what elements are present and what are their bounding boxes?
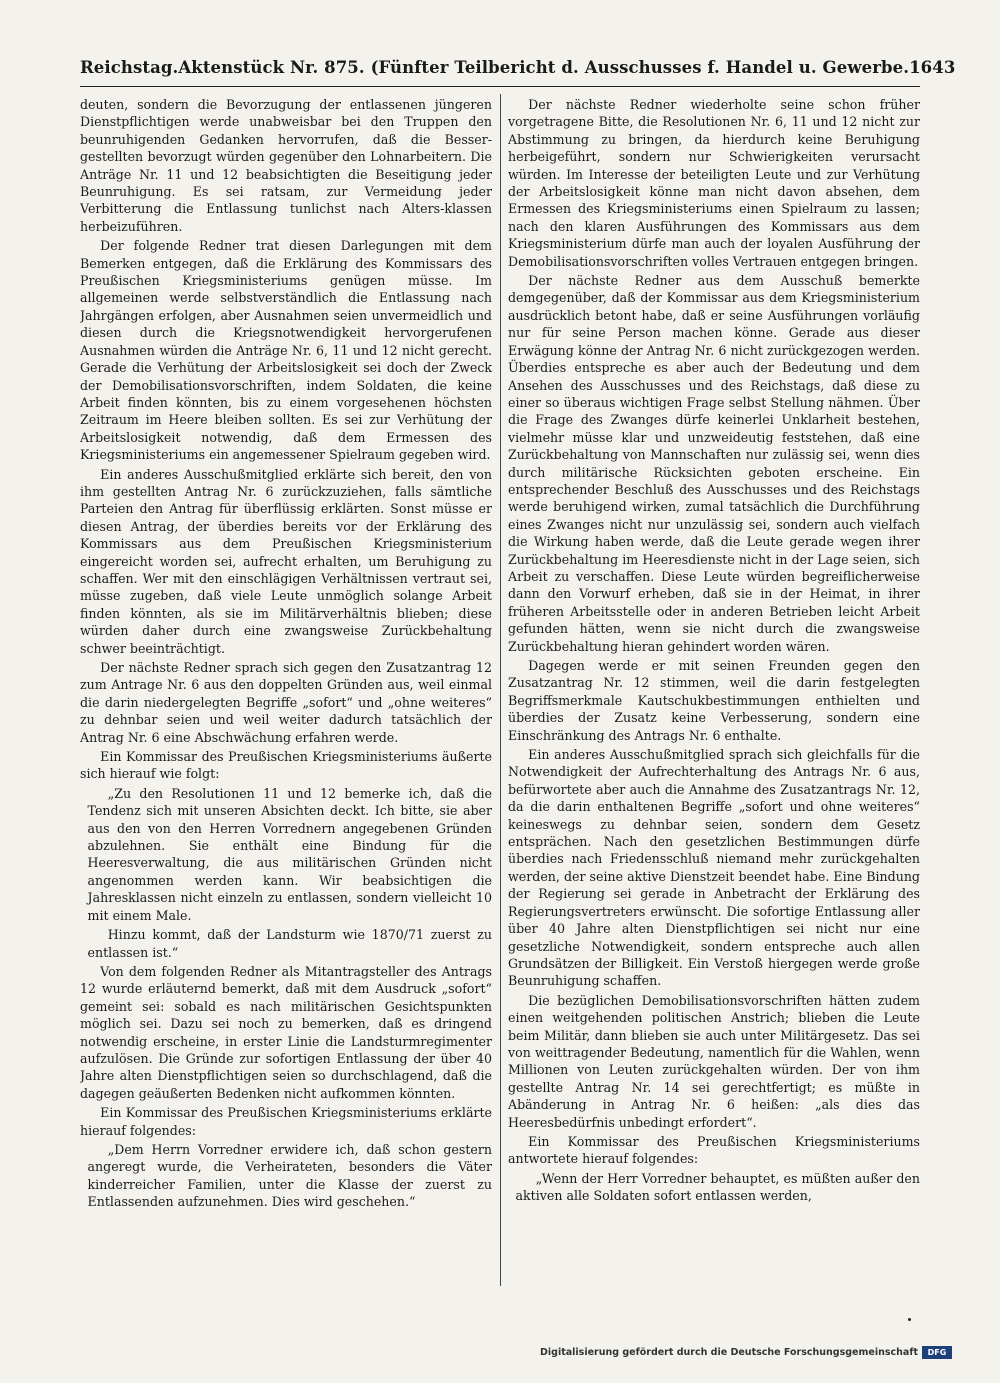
right-column [508,96,920,1286]
footer-credit [540,1346,952,1359]
quote-paragraph: „Wenn der Herr Vorredner behauptet, es müßten außer den aktiven alle Soldaten sofort entlassen werden, [515,1170,920,1204]
header-rule [80,86,920,87]
quote-paragraph: Hinzu kommt, daß der Landsturm wie 1870/71 zuerst zu entlassen ist.“ [87,927,492,960]
page-number: 1643 [909,58,956,77]
header-center: Aktenstück Nr. 875. (Fünfter Teilbericht d. Ausschusses f. Handel u. Gewerbe. [178,58,910,77]
paragraph: Der nächste Redner wiederholte seine schon früher vorgetragene Bitte, die Resolutionen Nr. 6, 11 und 12 nicht zur Abstimmung zu bringen, da hierdurch keine Beruhigung herbeigeführt, sondern nur Schwierigkeiten verursacht würden. Im Interesse der beteiligten Leute und zur Verhütung der Arbeitslosigkeit könne man nicht davon absehen, dem Ermessen des Kriegsministeriums einen Spielraum zu lassen; nach den klaren Ausführungen des Kommissars aus dem Kriegsministerium dürfe man auch der loyalen Ausführung der Demobilisationsvorschriften volles Vertrauen entgegen bringen. [508,97,920,269]
paragraph: Dagegen werde er mit seinen Freunden gegen den Zusatzantrag Nr. 12 stimmen, weil die darin festgelegten Begriffsmerkmale Kautschukbestimmungen enthielten und überdies der Zusatz keine Verbesserung, sondern eine Einschränkung des Antrags Nr. 6 enthalte. [508,658,920,743]
paragraph: Ein Kommissar des Preußischen Kriegsministeriums äußerte sich hierauf wie folgt: [80,749,492,782]
column-divider [500,94,501,1286]
paragraph: Der nächste Redner sprach sich gegen den Zusatzantrag 12 zum Antrage Nr. 6 aus den doppelten Gründen aus, weil einmal die darin niedergelegten Begriffe „sofort“ und „ohne weiteres“ zu dehnbar seien und weil weiter dadurch tatsächlich der Antrag Nr. 6 eine Abschwächung erfahren werde. [80,660,492,745]
paragraph: Die bezüglichen Demobilisationsvorschriften hätten zudem einen weitgehenden politischen Anstrich; blieben die Leute beim Militär, dann blieben sie auch unter Militärgesetz. Das sei von weittragender Bedeutung, namentlich für die Wahlen, wenn Millionen von Leuten zurückgehalten würden. Der von ihm gestellte Antrag Nr. 14 sei gerechtfertigt; es müßte in Abänderung in Antrag Nr. 6 heißen: „als dies das Heeresbedürfnis unbedingt erfordert“. [508,992,920,1130]
paragraph: Von dem folgenden Redner als Mitantragsteller des Antrags 12 wurde erläuternd bemerkt, daß mit dem Ausdruck „sofort“ gemeint sei: sobald es nach militärischen Gesichtspunkten möglich sei. Dazu sei noch zu bemerken, daß es dringend notwendig erscheine, in erster Linie die Landsturmregimenter aufzulösen. Die Gründe zur sofortigen Entlassung der über 40 Jahre alten Dienstpflichtigen seien so durchschlagend, daß die dagegen geäußerten Bedenken nicht aufkommen könnten. [80,963,492,1101]
paragraph: Ein anderes Ausschußmitglied sprach sich gleichfalls für die Notwendigkeit der Aufrechterhaltung des Antrags Nr. 6 aus, befürwortete aber auch die Annahme des Zusatzantrags Nr. 12, da die darin enthaltenen Begriffe „sofort und ohne weiteres“ keineswegs zu dehnbar seien, sondern dem Gesetz entsprächen. Nach den gesetzlichen Bestimmungen dürfe überdies nach Friedensschluß niemand mehr zurückgehalten werden, der seine aktive Dienstzeit beendet habe. Eine Bindung der Regierung sei gerade in Anbetracht der Erklärung des Regierungsvertreters erwünscht. Die sofortige Entlassung aller über 40 Jahre alten Dienstpflichtigen sei nicht nur eine gesetzliche Notwendigkeit, sondern entspreche auch allen Grundsätzen der Billigkeit. Ein Verstoß hiergegen werde große Beunruhigung schaffen. [508,747,920,989]
paragraph: deuten, sondern die Bevorzugung der entlassenen jüngeren Dienstpflichtigen werde unabweisbar bei den Truppen den beunruhigenden Gedanken hervorrufen, daß die Besser-gestellten bevorzugt würden gegenüber den Lohnarbeitern. Die Anträge Nr. 11 und 12 beabsichtigten die Beseitigung jeder Beunruhigung. Es sei ratsam, zur Vermeidung jeder Verbitterung die Entlassung tunlichst nach Alters-klassen herbeizuführen. [80,97,492,234]
paragraph: Der nächste Redner aus dem Ausschuß bemerkte demgegenüber, daß der Kommissar aus dem Kriegsministerium ausdrücklich betont habe, daß er seine Ausführungen vorläufig nur für seine Person machen könne. Gerade aus dieser Erwägung könne der Antrag Nr. 6 nicht zurückgezogen werden. Überdies entspreche es aber auch der Bedeutung und dem Ansehen des Ausschusses und des Reichstags, daß diese zu einer so überaus wichtigen Frage selbst Stellung nähmen. Über die Frage des Zwanges dürfe keinerlei Unklarheit bestehen, vielmehr müsse klar und unzweideutig feststehen, daß eine Zurückbehaltung von Mannschaften nur zulässig sei, wenn dies durch militärische Rücksichten geboten erscheine. Ein entsprechender Beschluß des Ausschusses und des Reichstags werde beruhigend wirken, zumal tatsächlich die Durchführung eines Zwanges nicht nur unzulässig sei, sondern auch vielfach die Wirkung haben werde, daß die Leute gerade wegen ihrer Zurückbehaltung im Heeresdienste nicht in der Lage seien, sich Arbeit zu verschaffen. Diese Leute würden begreiflicherweise dann den Vorwurf erheben, daß sie in der Heimat, in ihrer früheren Arbeitsstelle oder in anderen Betrieben leicht Arbeit gefunden hätten, wenn sie nicht durch die zwangsweise Zurückbehaltung hieran gehindert worden wären. [508,273,920,654]
dfg-logo-icon: DFG [922,1346,952,1359]
quote-paragraph: „Zu den Resolutionen 11 und 12 bemerke ich, daß die Tendenz sich mit unseren Absichten deckt. Ich bitte, sie aber aus den von den Herren Vorrednern angegebenen Gründen abzulehnen. Sie enthält eine Bindung für die Heeresverwaltung, die aus militärischen Gründen nicht angenommen werden kann. Wir beabsichtigen die Jahresklassen nicht einzeln zu entlassen, sondern vielleicht 10 mit einem Male. [87,785,492,923]
page-mark [908,1318,911,1321]
page-header [80,58,956,84]
paragraph: Ein Kommissar des Preußischen Kriegsministeriums antwortete hierauf folgendes: [508,1133,920,1167]
quote-paragraph: „Dem Herrn Vorredner erwidere ich, daß schon gestern angeregt wurde, die Verheirateten, besonders die Väter kinderreicher Familien, unter die Klasse der zuerst zu Entlassenden aufzunehmen. Dies wird geschehen.“ [87,1141,492,1210]
paragraph: Ein Kommissar des Preußischen Kriegsministeriums erklärte hierauf folgendes: [80,1105,492,1138]
paragraph: Ein anderes Ausschußmitglied erklärte sich bereit, den von ihm gestellten Antrag Nr. 6 zurückzuziehen, falls sämtliche Parteien den Antrag für überflüssig erklärten. Sonst müsse er diesen Antrag, der überdies bereits vor der Erklärung des Kommissars aus dem Preußischen Kriegsministerium eingereicht worden sei, aufrecht erhalten, um Beruhigung zu schaffen. Wer mit den einschlägigen Verhältnissen vertraut sei, müsse zugeben, daß viele Leute unmöglich solange Arbeit finden könnten, als sie im Militärverhältnis blieben; diese würden daher durch eine zwangsweise Zurückbehaltung schwer beeinträchtigt. [80,466,492,656]
footer-credit-text: Digitalisierung gefördert durch die Deutsche Forschungsgemeinschaft [540,1347,918,1358]
header-left: Reichstag. [80,58,179,77]
left-column [80,96,492,1286]
paragraph: Der folgende Redner trat diesen Darlegungen mit dem Bemerken entgegen, daß die Erklärung des Kommissars des Preußischen Kriegsministeriums genügen müsse. Im allgemeinen werde selbstverständlich die Entlassung nach Jahrgängen erfolgen, aber Ausnahmen seien unvermeidlich und diesen durch die Kriegsnotwendigkeit hervorgerufenen Ausnahmen würden die Anträge Nr. 6, 11 und 12 nicht gerecht. Gerade die Verhütung der Arbeitslosigkeit sei doch der Zweck der Demobilisationsvorschriften, indem Soldaten, die keine Arbeit finden könnten, bis zu einem vorgesehenen höchsten Zeitraum im Heere bleiben sollten. Es sei zur Verhütung der Arbeitslosigkeit notwendig, daß dem Ermessen des Kriegsministeriums ein angemessener Spielraum gegeben wird. [80,238,492,463]
